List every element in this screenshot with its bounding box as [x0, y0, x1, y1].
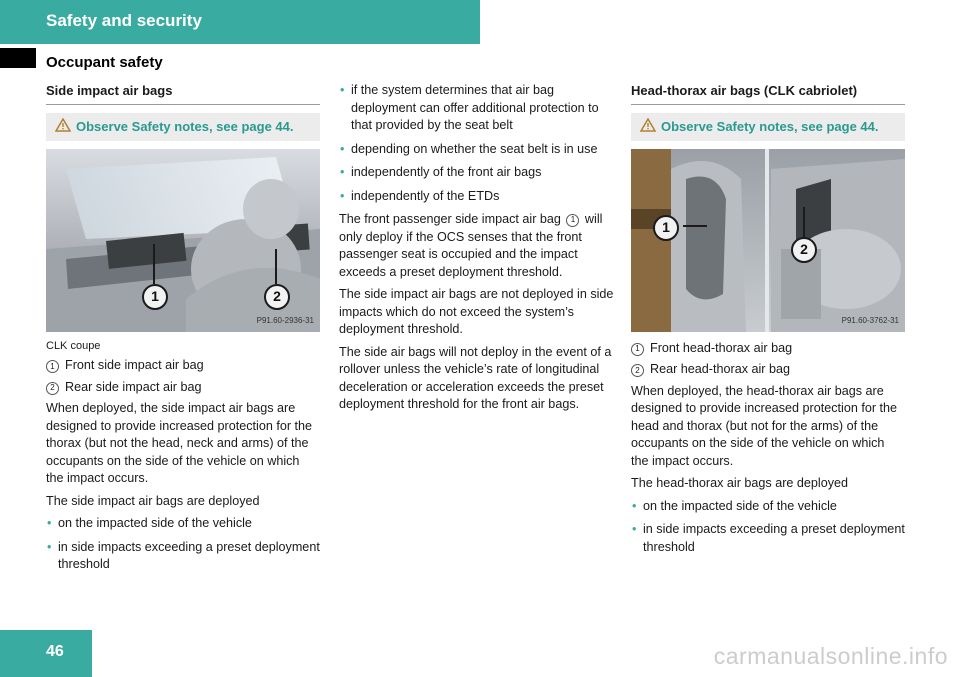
head-thorax-photo — [631, 149, 905, 332]
section-title: Occupant safety — [46, 54, 163, 71]
bullet-item: • in side impacts exceeding a preset deployment threshold — [46, 539, 320, 574]
warning-triangle-icon — [55, 118, 71, 132]
number-badge: 1 — [631, 343, 644, 356]
callout-leader-1 — [683, 225, 707, 227]
legend-text: Rear head-thorax air bag — [650, 362, 791, 376]
chapter-title: Safety and security — [46, 11, 202, 30]
page-number: 46 — [46, 643, 64, 660]
legend-item — [631, 361, 905, 379]
header-band — [0, 0, 480, 44]
photo-caption: CLK coupe — [46, 339, 101, 352]
legend-text: Front head-thorax air bag — [650, 340, 793, 355]
warning-text: Observe Safety notes, see page 44. — [76, 118, 294, 134]
warning-triangle-icon — [640, 118, 656, 132]
legend-item — [46, 357, 320, 375]
warning-text: Observe Safety notes, see page 44. — [661, 118, 879, 134]
callout-leader-2 — [803, 207, 805, 237]
paragraph: When deployed, the head-thorax air bags are designed to provide increased protection for the head and thorax (but not for the arms) of the occupants on the side of the vehicle on which the impact occurs. — [631, 383, 898, 468]
bullet-item: • independently of the ETDs — [339, 188, 615, 206]
paragraph-text: will only deploy if the OCS senses that the front passenger seat is occupied and the impact exceeds a preset deployment threshold. — [339, 212, 603, 279]
callout-2: 2 — [791, 237, 817, 263]
legend-list — [631, 340, 905, 379]
bullet-item: • independently of the front air bags — [339, 164, 615, 182]
paragraph: The head-thorax air bags are deployed — [631, 476, 849, 490]
paragraph: When deployed, the side impact air bags are designed to provide increased protection for the thorax (but not the head, neck and arms) of the occupants on the side of the vehicle on which the impact occurs. — [46, 401, 313, 485]
callout-1: 1 — [653, 215, 679, 241]
paragraph-text: The front passenger side impact air bag — [339, 212, 561, 226]
legend-text: Rear side impact air bag — [65, 379, 202, 394]
paragraph: The side impact air bags are not deployed in side impacts which do not exceed the system’s deployment threshold. — [339, 287, 614, 336]
paragraph — [339, 211, 615, 281]
side-airbag-photo — [46, 149, 320, 332]
number-badge: 2 — [46, 382, 59, 395]
watermark: carmanualsonline.info — [713, 643, 948, 669]
callout-1: 1 — [142, 284, 168, 310]
bullet-item: • on the impacted side of the vehicle — [631, 498, 905, 516]
number-badge: 2 — [631, 364, 644, 377]
number-badge: 1 — [46, 360, 59, 373]
page-number-band — [0, 630, 92, 677]
photo-code: P91.60-2936-31 — [256, 316, 314, 325]
section-marker — [0, 48, 36, 68]
warning-box — [46, 113, 320, 141]
left-column — [46, 82, 320, 580]
callout-2: 2 — [264, 284, 290, 310]
legend-item — [631, 340, 905, 358]
side-airbags-heading: Side impact air bags — [46, 82, 320, 105]
bullet-item: • if the system determines that air bag deployment can offer additional protection to that provided by the seat belt — [339, 82, 615, 135]
callout-leader-2 — [275, 249, 277, 284]
bullet-item: • on the impacted side of the vehicle — [46, 515, 320, 533]
warning-box — [631, 113, 905, 141]
seat-interior-illustration — [631, 149, 905, 332]
paragraph: The side air bags will not deploy in the event of a rollover unless the vehicle’s rate of longitudinal deceleration or acceleration exceeds the preset deployment threshold for the front air bags. — [339, 344, 612, 411]
number-badge: 1 — [566, 214, 579, 227]
bullet-item: • in side impacts exceeding a preset deployment threshold — [631, 521, 905, 556]
paragraph: The side impact air bags are deployed — [46, 493, 260, 508]
right-column — [631, 82, 905, 562]
callout-leader-1 — [153, 244, 155, 284]
legend-text: Front side impact air bag — [65, 358, 204, 372]
legend-item — [46, 379, 320, 397]
head-thorax-heading: Head-thorax air bags (CLK cabriolet) — [631, 82, 905, 105]
middle-column — [339, 82, 615, 419]
photo-code: P91.60-3762-31 — [841, 316, 899, 325]
bullet-item: • depending on whether the seat belt is in use — [339, 141, 615, 159]
legend-list — [46, 357, 320, 396]
